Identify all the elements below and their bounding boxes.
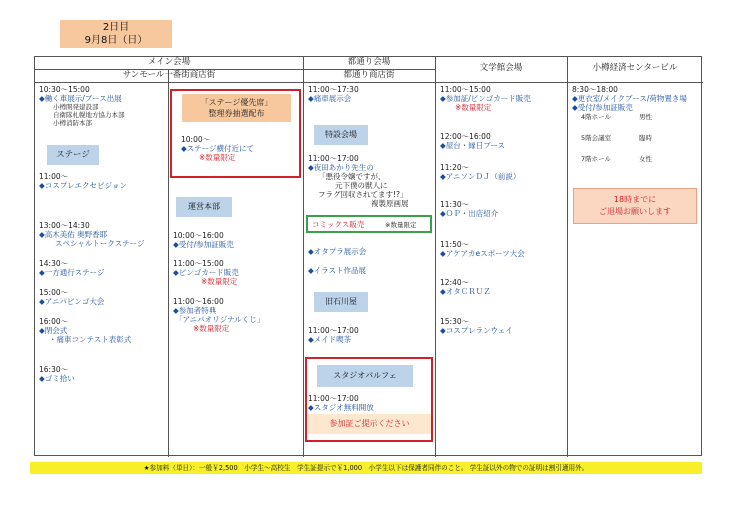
limited-note: ※数量限定 — [385, 221, 417, 229]
schedule-table — [34, 56, 702, 456]
event-time: 11:00～16:00 — [173, 297, 224, 306]
ticket-label-line: 整理券抽選配布 — [208, 109, 265, 118]
event-title: ◆オタプラ展示会 — [308, 247, 367, 256]
event-title: ◆オタＣＲＵＺ — [440, 287, 491, 296]
exit-notice-line: ご退場お願いします — [599, 207, 671, 216]
event-title: ◆閉会式 — [39, 326, 68, 335]
event-title: ◆メイド喫茶 — [308, 335, 352, 344]
event-title: ◆一方通行ステージ — [39, 268, 105, 277]
event-time: 11:00～17:00 — [308, 394, 359, 403]
event-time: 11:00～17:00 — [308, 154, 359, 163]
day-label: 2日目 — [102, 22, 130, 33]
event-title: ◆働く車展示/ブース出展 — [39, 94, 122, 103]
event-title: ◆痛車展示会 — [308, 94, 352, 103]
event-time: 14:30～ — [39, 259, 69, 268]
studio-notice: 参加証ご提示ください — [308, 414, 431, 434]
floor-name: 7階ホール — [581, 155, 612, 163]
date-label: 9月8日（日） — [84, 35, 148, 46]
event-time: 12:40～ — [440, 278, 470, 287]
event-time: 12:00～16:00 — [440, 132, 491, 141]
venue-bungaku-title: 文学館会場 — [479, 63, 523, 73]
event-title: ◆ゴミ拾い — [39, 374, 75, 383]
floor-name: 4階ホール — [581, 113, 612, 121]
day-badge — [60, 20, 172, 48]
event-time: 11:50～ — [440, 240, 470, 249]
event-time: 11:30～ — [440, 200, 470, 209]
event-subtitle: スペシャルトークステージ — [55, 239, 145, 248]
floor-name: 5階会議室 — [581, 134, 612, 142]
venue-miyako-title: 都通り会場 — [347, 57, 391, 67]
event-title: ◆ステージ横付近にて — [181, 144, 254, 153]
event-time: 13:00～14:30 — [39, 221, 90, 230]
exit-notice-line: 18時までに — [613, 195, 657, 204]
event-title: ◆参加証/ビンゴカード販売 — [440, 94, 531, 103]
event-title: ◆スタジオ無料開放 — [308, 403, 374, 412]
exit-notice — [573, 188, 697, 224]
event-time: 11:20～ — [440, 163, 470, 172]
divider — [303, 57, 304, 457]
floor-use: 男性 — [639, 113, 652, 121]
event-time: 11:00～17:30 — [308, 85, 359, 94]
venue-miyako-subtitle: 都通り商店街 — [343, 70, 395, 80]
divider — [35, 82, 703, 83]
event-title: ◆受付/参加証販売 — [572, 103, 633, 112]
event-title: ◆高木美佑 奥野香耶 — [39, 230, 108, 239]
event-subtitle: 「悪役令嬢ですが、 — [318, 172, 386, 181]
event-title: ◆屋台・縁日ブース — [440, 141, 506, 150]
studio-label: スタジオパルフェ — [317, 365, 413, 387]
floor-use: 女性 — [639, 155, 652, 163]
event-time: 10:00～ — [181, 135, 211, 144]
event-time: 11:00～15:00 — [440, 85, 491, 94]
event-time: 15:30～ — [440, 317, 470, 326]
event-org: 小樽消防本部 — [53, 119, 92, 127]
event-title: ◆イラスト作品展 — [308, 266, 367, 275]
event-title: ◆更衣室/メイクブース/荷物置き場 — [572, 94, 687, 103]
event-org: 自衛隊札幌地方協力本部 — [53, 111, 125, 119]
event-title: ◆ＯＰ・出店紹介 — [440, 209, 499, 218]
event-subtitle: 「アニパオリジナルくじ」 — [175, 315, 265, 324]
ticket-label — [182, 94, 291, 122]
event-time: 10:00～16:00 — [173, 231, 224, 240]
hq-label: 運営本部 — [176, 197, 232, 217]
event-title: ◆アニソンＤＪ（前説） — [440, 172, 521, 181]
event-time: 15:00～ — [39, 288, 69, 297]
event-title: ◆アケアカeスポーツ大会 — [440, 249, 525, 258]
event-subtitle: 元下僕の獣人に — [335, 181, 388, 190]
divider — [168, 69, 169, 457]
fee-footer: ★参加料（単日）：一般￥2,500 小学生～高校生 学生証提示で￥1,000 小学生以下は保護者同伴のこと。 学生証以外の物での証明は割引適用外。 — [30, 462, 702, 474]
event-time: 8:30～18:00 — [572, 85, 618, 94]
event-subtitle: フラグ回収されてます!?」 — [318, 190, 408, 199]
stage-label: ステージ — [47, 145, 99, 165]
venue-main-title: メイン会場 — [147, 57, 191, 67]
limited-note: ※数量限定 — [193, 324, 230, 333]
ticket-label-line: 「ステージ優先席」 — [200, 98, 273, 107]
event-subtitle: 複製原画展 — [371, 199, 409, 208]
event-title: ◆ビンゴカード販売 — [173, 268, 239, 277]
event-time: 11:00～ — [39, 172, 69, 181]
venue-keizai-title: 小樽経済センタービル — [592, 63, 678, 73]
event-time: 16:30～ — [39, 365, 69, 374]
special-venue-label: 特設会場 — [314, 125, 368, 145]
limited-note: ※数量限定 — [201, 277, 238, 286]
event-time: 16:00～ — [39, 317, 69, 326]
event-title: ◆受付/参加証販売 — [173, 240, 234, 249]
event-time: 11:00～15:00 — [173, 259, 224, 268]
event-org: 小樽開発建設部 — [53, 103, 99, 111]
limited-note: ※数量限定 — [199, 153, 236, 162]
event-time: 11:00～17:00 — [308, 326, 359, 335]
venue-main-subtitle: サンモール一番街商店街 — [122, 70, 216, 80]
event-title: ◆アニパビンゴ大会 — [39, 297, 105, 306]
event-title: ◆コスプレランウェイ — [440, 326, 513, 335]
floor-use: 臨時 — [639, 134, 652, 142]
divider — [567, 57, 568, 457]
event-time: 10:30～15:00 — [39, 85, 90, 94]
event-subtitle: ・痛車コンテスト表彰式 — [49, 335, 132, 344]
old-ishikawaya-label: 旧石川屋 — [314, 292, 368, 312]
event-title: ◆参加者特典 — [173, 306, 217, 315]
event-title: ◆夜田あかり先生の — [308, 163, 374, 172]
comics-sales-label: コミックス販売 — [312, 220, 365, 229]
event-title: ◆コスプレエクセビジョン — [39, 181, 127, 190]
limited-note: ※数量限定 — [455, 103, 492, 112]
divider — [435, 57, 436, 457]
